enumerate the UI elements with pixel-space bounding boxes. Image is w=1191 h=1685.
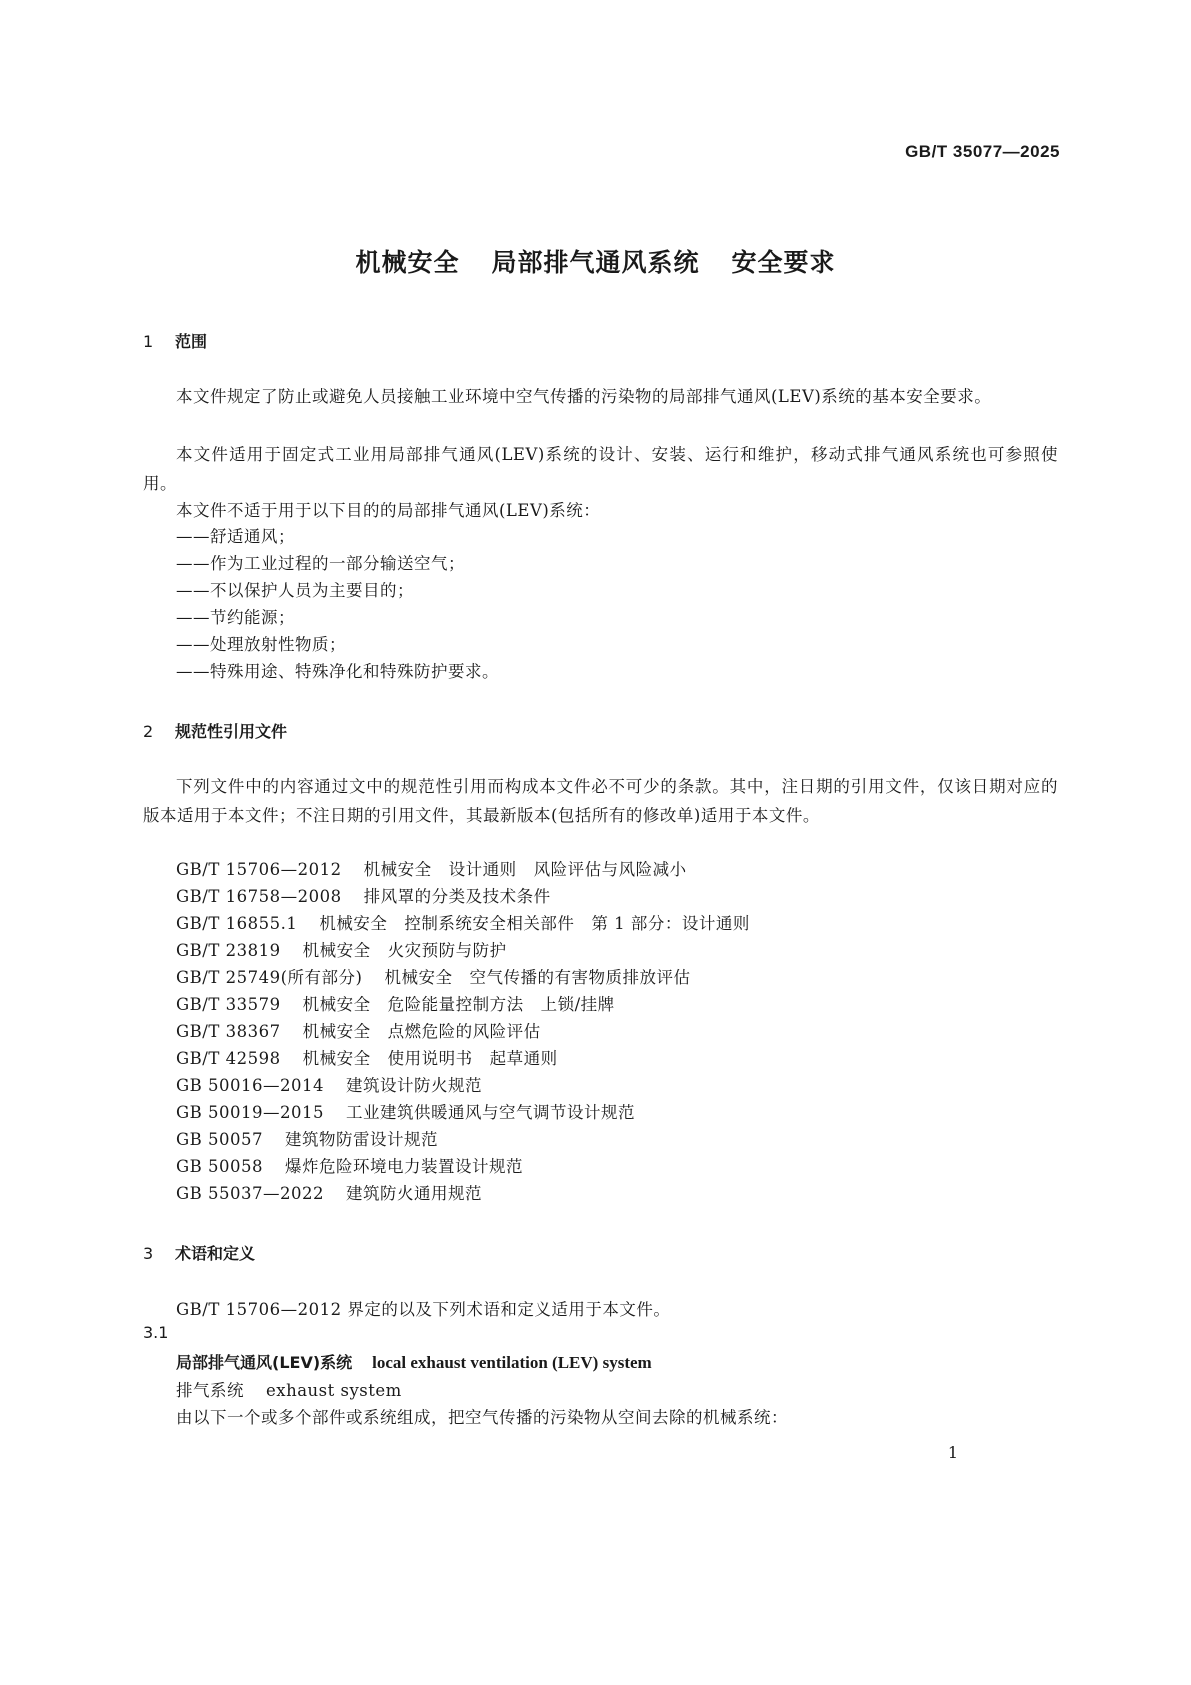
reference-entry [176,1018,541,1042]
reference-title: 机械安全 设计通则 风险评估与风险减小 [363,860,687,879]
reference-title: 机械安全 控制系统安全相关部件 第 1 部分：设计通则 [319,914,750,933]
reference-title: 机械安全 使用说明书 起草通则 [302,1049,558,1068]
reference-entry [176,964,690,988]
reference-code: GB/T 38367 [176,1022,281,1041]
term-title [176,1350,652,1373]
scope-paragraph-2: 本文件适用于固定式工业用局部排气通风(LEV)系统的设计、安装、运行和维护，移动式排气通风系统也可参照使用。 [143,445,1058,493]
section-2-heading [143,719,287,742]
reference-code: GB/T 33579 [176,995,281,1014]
reference-code: GB 50016—2014 [176,1076,325,1095]
reference-title: 排风罩的分类及技术条件 [363,887,551,906]
scope-paragraph-3: 本文件不适于用于以下目的的局部排气通风(LEV)系统： [176,501,601,520]
exclusion-item: ——节约能源； [176,608,295,627]
reference-entry [176,937,507,961]
exclusion-item: ——舒适通风； [176,527,295,546]
section-3-heading [143,1241,255,1264]
term-number: 3.1 [143,1323,169,1342]
section-title: 术语和定义 [175,1244,256,1263]
section-title: 规范性引用文件 [175,722,288,741]
exclusion-item: ——特殊用途、特殊净化和特殊防护要求。 [176,662,499,681]
section-number: 3 [143,1244,154,1263]
section-number: 2 [143,722,154,741]
standard-code: GB/T 35077—2025 [905,142,1060,161]
scope-paragraph-1: 本文件规定了防止或避免人员接触工业环境中空气传播的污染物的局部排气通风(LEV)系统的基本安全要求。 [176,387,992,406]
reference-code: GB/T 42598 [176,1049,281,1068]
reference-code: GB 55037—2022 [176,1184,325,1203]
reference-title: 机械安全 空气传播的有害物质排放评估 [384,968,691,987]
reference-code: GB/T 16758—2008 [176,887,342,906]
reference-code: GB 50058 [176,1157,264,1176]
reference-entry [176,1045,558,1069]
exclusion-item: ——作为工业过程的一部分输送空气； [176,554,465,573]
reference-title: 建筑物防雷设计规范 [285,1130,439,1149]
reference-entry [176,1072,482,1096]
reference-code: GB/T 15706—2012 [176,860,342,879]
section-1-heading [143,329,207,352]
reference-title: 建筑设计防火规范 [346,1076,483,1095]
title-part-3: 安全要求 [731,248,836,277]
term-english: local exhaust ventilation (LEV) system [372,1353,652,1372]
section-title: 范围 [175,332,208,351]
reference-entry [176,1153,523,1177]
reference-code: GB/T 25749(所有部分) [176,968,363,987]
reference-title: 工业建筑供暖通风与空气调节设计规范 [346,1103,636,1122]
reference-entry [176,991,615,1015]
term-definition: 由以下一个或多个部件或系统组成，把空气传播的污染物从空间去除的机械系统： [176,1408,788,1427]
reference-code: GB 50057 [176,1130,264,1149]
reference-entry [176,1126,438,1150]
reference-code: GB/T 23819 [176,941,281,960]
reference-title: 爆炸危险环境电力装置设计规范 [285,1157,524,1176]
terms-intro: GB/T 15706—2012 界定的以及下列术语和定义适用于本文件。 [176,1300,671,1319]
reference-code: GB/T 16855.1 [176,914,298,933]
references-intro: 下列文件中的内容通过文中的规范性引用而构成本文件必不可少的条款。其中，注日期的引用文件，仅该日期对应的版本适用于本文件；不注日期的引用文件，其最新版本(包括所有的修改单)适用于本文件。 [143,777,1058,825]
reference-title: 建筑防火通用规范 [346,1184,483,1203]
reference-title: 机械安全 危险能量控制方法 上锁/挂牌 [302,995,615,1014]
alt-english: exhaust system [266,1381,402,1400]
reference-entry [176,883,551,907]
section-number: 1 [143,332,154,351]
reference-entry [176,1180,482,1204]
term-chinese: 局部排气通风(LEV)系统 [176,1353,353,1372]
reference-code: GB 50019—2015 [176,1103,325,1122]
title-part-1: 机械安全 [355,248,460,277]
page-number: 1 [947,1443,958,1462]
reference-title: 机械安全 火灾预防与防护 [302,941,507,960]
exclusion-item: ——不以保护人员为主要目的； [176,581,414,600]
reference-entry [176,1099,635,1123]
alt-chinese: 排气系统 [176,1381,244,1400]
reference-entry [176,856,687,880]
reference-title: 机械安全 点燃危险的风险评估 [302,1022,541,1041]
term-alternative [176,1377,402,1401]
reference-entry [176,910,750,934]
title-part-2: 局部排气通风系统 [491,248,700,277]
exclusion-item: ——处理放射性物质； [176,635,346,654]
document-title [0,243,1191,279]
